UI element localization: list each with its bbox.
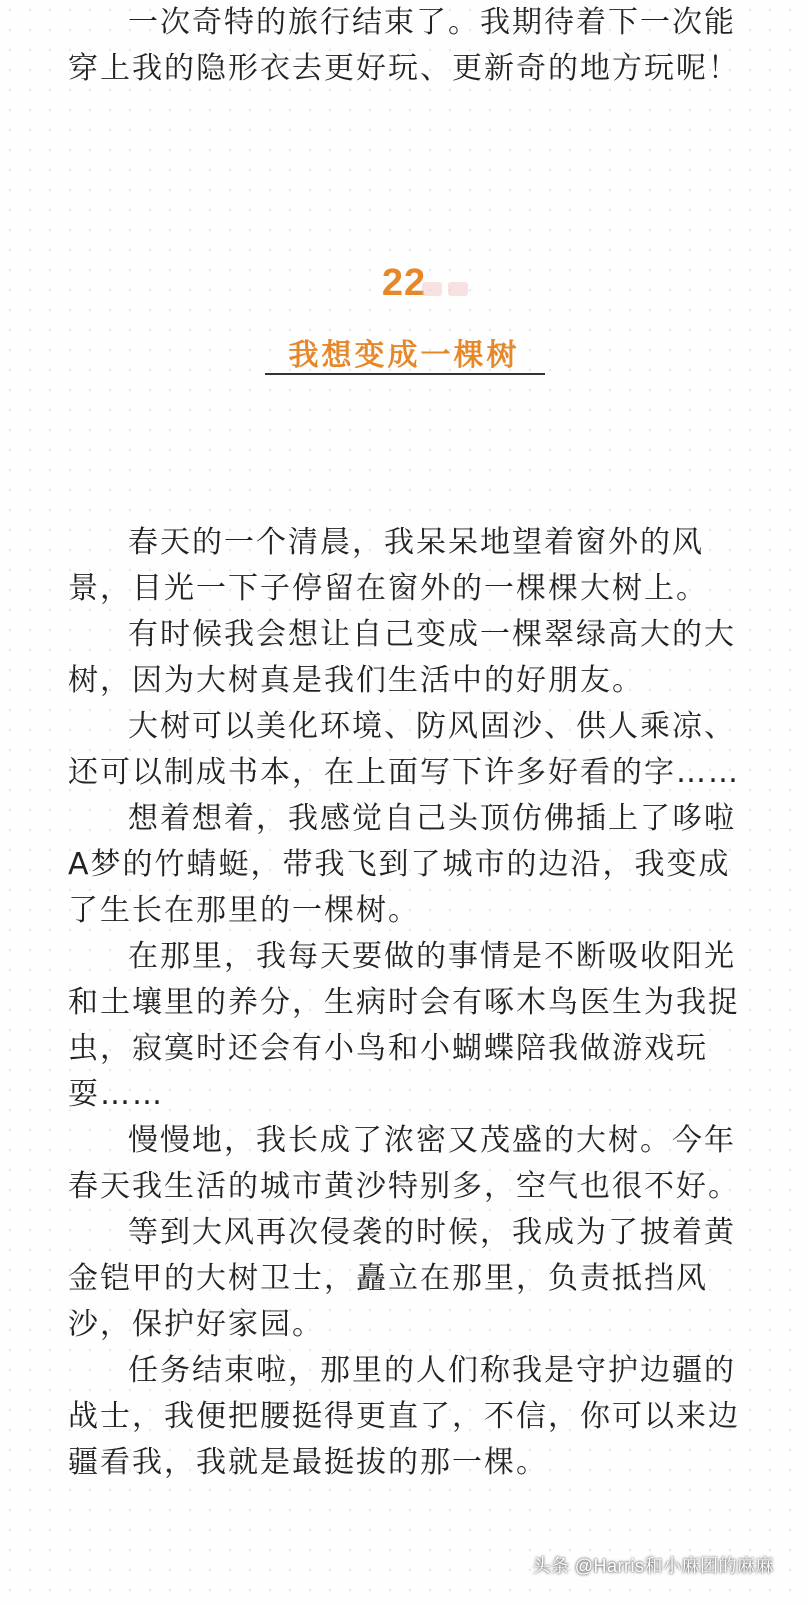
body-paragraph: 春天的一个清晨，我呆呆地望着窗外的风景，目光一下子停留在窗外的一棵棵大树上。 <box>68 525 708 606</box>
body-paragraph: 等到大风再次侵袭的时候，我成为了披着黄金铠甲的大树卫士，矗立在那里，负责抵挡风沙，保护好家园。 <box>68 1215 736 1342</box>
chapter-title: 我想变成一棵树 <box>288 338 520 373</box>
blurred-mark <box>422 282 502 300</box>
title-underline <box>265 373 545 375</box>
body-paragraph: 想着想着，我感觉自己头顶仿佛插上了哆啦A梦的竹蜻蜓，带我飞到了城市的边沿，我变成了生长在那里的一棵树。 <box>68 801 736 928</box>
body-paragraph: 有时候我会想让自己变成一棵翠绿高大的大树，因为大树真是我们生活中的好朋友。 <box>68 617 736 698</box>
body-paragraph: 在那里，我每天要做的事情是不断吸收阳光和土壤里的养分，生病时会有啄木鸟医生为我捉虫，寂寞时还会有小鸟和小蝴蝶陪我做游戏玩耍…… <box>68 939 740 1112</box>
body-paragraph: 慢慢地，我长成了浓密又茂盛的大树。今年春天我生活的城市黄沙特别多，空气也很不好。 <box>68 1123 740 1204</box>
previous-chapter-closing-paragraph: 一次奇特的旅行结束了。我期待着下一次能穿上我的隐形衣去更好玩、更新奇的地方玩呢！ <box>68 5 740 86</box>
body-paragraph: 任务结束啦，那里的人们称我是守护边疆的战士，我便把腰挺得更直了，不信，你可以来边疆看我，我就是最挺拔的那一棵。 <box>68 1353 740 1480</box>
author-watermark: 头条 @Harris和小麻团的麻麻 <box>532 1556 774 1576</box>
body-paragraph: 大树可以美化环境、防风固沙、供人乘凉、还可以制成书本，在上面写下许多好看的字…… <box>68 709 740 790</box>
chapter-number: 22 <box>381 262 427 304</box>
chapter-body <box>68 520 758 1486</box>
